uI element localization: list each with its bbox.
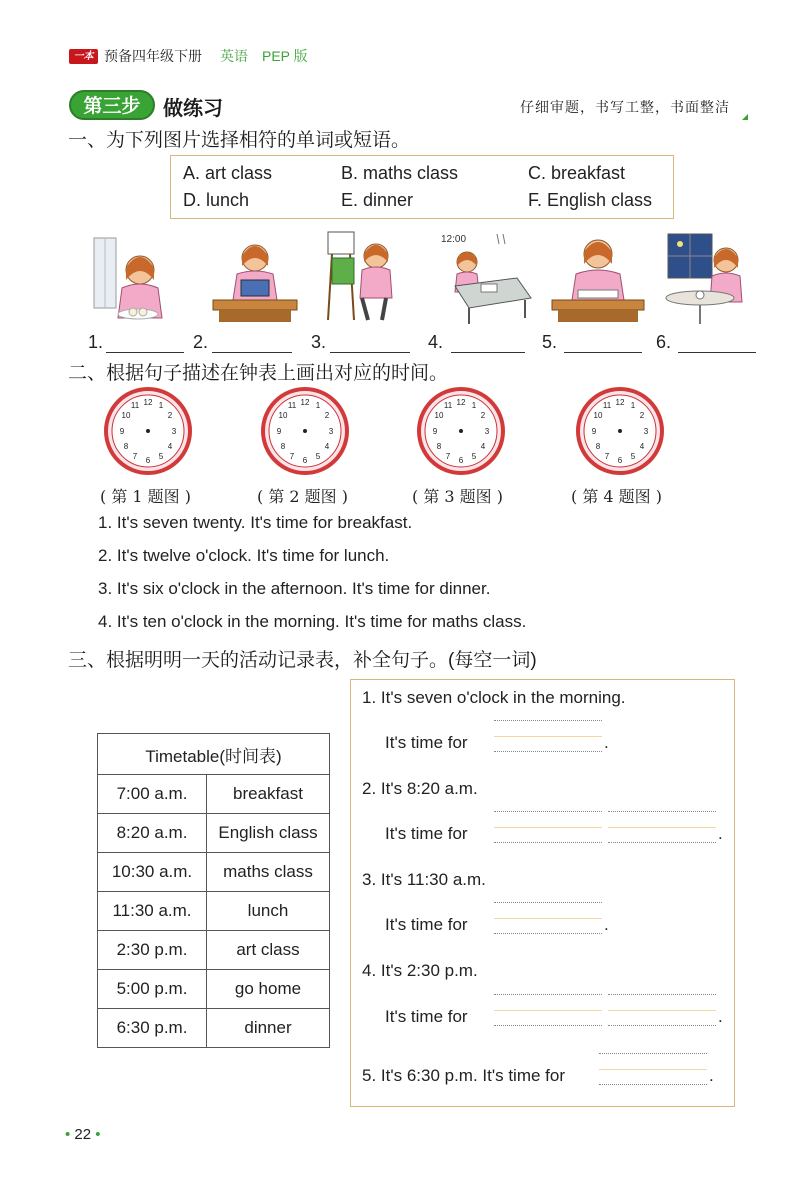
blank-number-1: 1. [88, 332, 104, 352]
svg-text:6: 6 [458, 456, 464, 465]
time-cell: 10:30 a.m. [98, 853, 207, 892]
svg-text:6: 6 [145, 456, 151, 465]
svg-text:2: 2 [167, 411, 173, 420]
fill-question-2: 2. It's 8:20 a.m. [362, 779, 478, 798]
svg-text:1: 1 [471, 401, 477, 410]
clock-caption-2: ( 第 2 题图 ) [257, 487, 349, 506]
svg-text:8: 8 [123, 442, 129, 451]
activity-cell: art class [207, 931, 330, 970]
answer-blank-2[interactable] [212, 352, 292, 353]
table-row [98, 970, 330, 1009]
fill-question-3: 3. It's 11:30 a.m. [362, 870, 486, 889]
bullet-dot-icon: • [91, 1126, 101, 1143]
option-d: D. lunch [183, 190, 250, 210]
clock-face-1-icon[interactable] [103, 386, 193, 476]
time-cell: 11:30 a.m. [98, 892, 207, 931]
activity-cell: maths class [207, 853, 330, 892]
svg-text:6: 6 [617, 456, 623, 465]
step-badge: 第三步 [69, 90, 155, 120]
writing-blank-4b[interactable] [608, 994, 716, 1026]
svg-text:5: 5 [158, 452, 164, 461]
svg-text:4: 4 [167, 442, 173, 451]
girl-in-maths-class-image [548, 228, 648, 328]
svg-text:8: 8 [436, 442, 442, 451]
corner-triangle-icon [742, 114, 748, 120]
svg-text:11: 11 [287, 401, 297, 410]
section3-title: 三、根据明明一天的活动记录表，补全句子。(每空一词) [68, 650, 537, 671]
period-5: . [709, 1066, 714, 1085]
answer-blank-4[interactable] [451, 352, 525, 353]
series-logo: 一本 [69, 49, 98, 64]
svg-text:2: 2 [639, 411, 645, 420]
svg-text:3: 3 [171, 427, 177, 436]
fill-prompt-2: It's time for [385, 824, 468, 843]
bullet-dot-icon: • [65, 1126, 75, 1143]
section1-title: 一、为下列图片选择相符的单词或短语。 [68, 130, 411, 151]
svg-text:11: 11 [602, 401, 612, 410]
answer-blank-3[interactable] [330, 352, 410, 353]
answer-blank-1[interactable] [106, 352, 184, 353]
svg-text:4: 4 [480, 442, 486, 451]
table-row [98, 775, 330, 814]
clock-face-2-icon[interactable] [260, 386, 350, 476]
table-row [98, 931, 330, 970]
clock-question-4: 4. It's ten o'clock in the morning. It's time for maths class. [98, 612, 527, 631]
blank-number-5: 5. [542, 332, 558, 352]
time-cell: 8:20 a.m. [98, 814, 207, 853]
period-1: . [604, 733, 609, 752]
activity-cell: breakfast [207, 775, 330, 814]
svg-text:1: 1 [630, 401, 636, 410]
book-title: 预备四年级下册 [104, 48, 202, 64]
svg-text:10: 10 [434, 411, 444, 420]
blank-number-2: 2. [193, 332, 209, 352]
answer-blank-6[interactable] [678, 352, 756, 353]
timetable-header-row [98, 734, 330, 775]
svg-text:4: 4 [639, 442, 645, 451]
edition-label: PEP 版 [262, 48, 308, 64]
step-title: 做练习 [163, 98, 223, 120]
girl-eating-breakfast-image [90, 228, 190, 328]
option-a: A. art class [183, 163, 273, 183]
girl-reading-english-image [205, 228, 305, 328]
svg-text:4: 4 [324, 442, 330, 451]
period-4: . [718, 1007, 723, 1026]
svg-text:12: 12 [300, 398, 310, 407]
table-row [98, 892, 330, 931]
fill-prompt-3: It's time for [385, 915, 468, 934]
activity-cell: dinner [207, 1009, 330, 1048]
svg-text:7: 7 [604, 452, 610, 461]
time-cell: 5:00 p.m. [98, 970, 207, 1009]
period-3: . [604, 915, 609, 934]
svg-text:10: 10 [121, 411, 131, 420]
svg-text:12: 12 [143, 398, 153, 407]
svg-text:5: 5 [315, 452, 321, 461]
clock-question-3: 3. It's six o'clock in the afternoon. It's time for dinner. [98, 579, 491, 598]
fill-question-4: 4. It's 2:30 p.m. [362, 961, 478, 980]
clock-question-1: 1. It's seven twenty. It's time for breakfast. [98, 513, 413, 532]
time-cell: 7:00 a.m. [98, 775, 207, 814]
svg-text:7: 7 [445, 452, 451, 461]
page-number-text: 22 [74, 1126, 92, 1143]
option-e: E. dinner [341, 190, 414, 210]
svg-text:2: 2 [480, 411, 486, 420]
blank-number-4: 4. [428, 332, 444, 352]
girl-having-dinner-image [662, 228, 762, 328]
subject-label: 英语 [220, 48, 248, 64]
option-f: F. English class [528, 190, 653, 210]
fill-question-1: 1. It's seven o'clock in the morning. [362, 688, 626, 707]
writing-blank-4a[interactable] [494, 994, 602, 1026]
time-cell: 2:30 p.m. [98, 931, 207, 970]
svg-text:6: 6 [302, 456, 308, 465]
girl-lunch-at-table-image [435, 228, 535, 328]
girl-painting-art-image [318, 228, 418, 328]
svg-text:9: 9 [432, 427, 438, 436]
clock-face-3-icon[interactable] [416, 386, 506, 476]
svg-text:3: 3 [328, 427, 334, 436]
svg-text:10: 10 [278, 411, 288, 420]
svg-text:12: 12 [615, 398, 625, 407]
writing-blank-5[interactable] [599, 1053, 707, 1085]
section2-title: 二、根据句子描述在钟表上画出对应的时间。 [68, 363, 449, 384]
option-b: B. maths class [341, 163, 459, 183]
activity-cell: English class [207, 814, 330, 853]
writing-blank-2b[interactable] [608, 811, 716, 843]
svg-text:9: 9 [591, 427, 597, 436]
blank-number-3: 3. [311, 332, 327, 352]
clock-face-4-icon[interactable] [575, 386, 665, 476]
table-row [98, 1009, 330, 1048]
activity-cell: lunch [207, 892, 330, 931]
answer-blank-5[interactable] [564, 352, 642, 353]
svg-text:11: 11 [443, 401, 453, 410]
fill-question-5: 5. It's 6:30 p.m. It's time for [362, 1066, 566, 1085]
clock-time-label: 12:00 [441, 234, 467, 245]
clock-caption-1: ( 第 1 题图 ) [100, 487, 192, 506]
page-number [65, 1126, 101, 1143]
writing-blank-2a[interactable] [494, 811, 602, 843]
svg-text:8: 8 [280, 442, 286, 451]
svg-text:12: 12 [456, 398, 466, 407]
period-2: . [718, 824, 723, 843]
timetable [97, 733, 330, 1048]
svg-text:7: 7 [289, 452, 295, 461]
svg-text:10: 10 [593, 411, 603, 420]
clock-caption-4: ( 第 4 题图 ) [571, 487, 663, 506]
svg-text:1: 1 [315, 401, 321, 410]
activity-cell: go home [207, 970, 330, 1009]
writing-blank-3[interactable] [494, 902, 602, 934]
writing-blank-1[interactable] [494, 720, 602, 752]
motto-text: 仔细审题，书写工整，书面整洁 [520, 100, 730, 116]
time-cell: 6:30 p.m. [98, 1009, 207, 1048]
svg-text:3: 3 [643, 427, 649, 436]
clock-question-2: 2. It's twelve o'clock. It's time for lunch. [98, 546, 390, 565]
table-row [98, 853, 330, 892]
svg-text:9: 9 [119, 427, 125, 436]
fill-prompt-1: It's time for [385, 733, 468, 752]
svg-text:2: 2 [324, 411, 330, 420]
table-row [98, 814, 330, 853]
svg-text:1: 1 [158, 401, 164, 410]
svg-text:7: 7 [132, 452, 138, 461]
svg-text:11: 11 [130, 401, 140, 410]
clock-caption-3: ( 第 3 题图 ) [412, 487, 504, 506]
option-c: C. breakfast [528, 163, 626, 183]
fill-prompt-4: It's time for [385, 1007, 468, 1026]
svg-text:8: 8 [595, 442, 601, 451]
svg-text:5: 5 [630, 452, 636, 461]
svg-text:9: 9 [276, 427, 282, 436]
blank-number-6: 6. [656, 332, 672, 352]
svg-text:3: 3 [484, 427, 490, 436]
svg-text:5: 5 [471, 452, 477, 461]
timetable-header: Timetable(时间表) [98, 734, 330, 775]
